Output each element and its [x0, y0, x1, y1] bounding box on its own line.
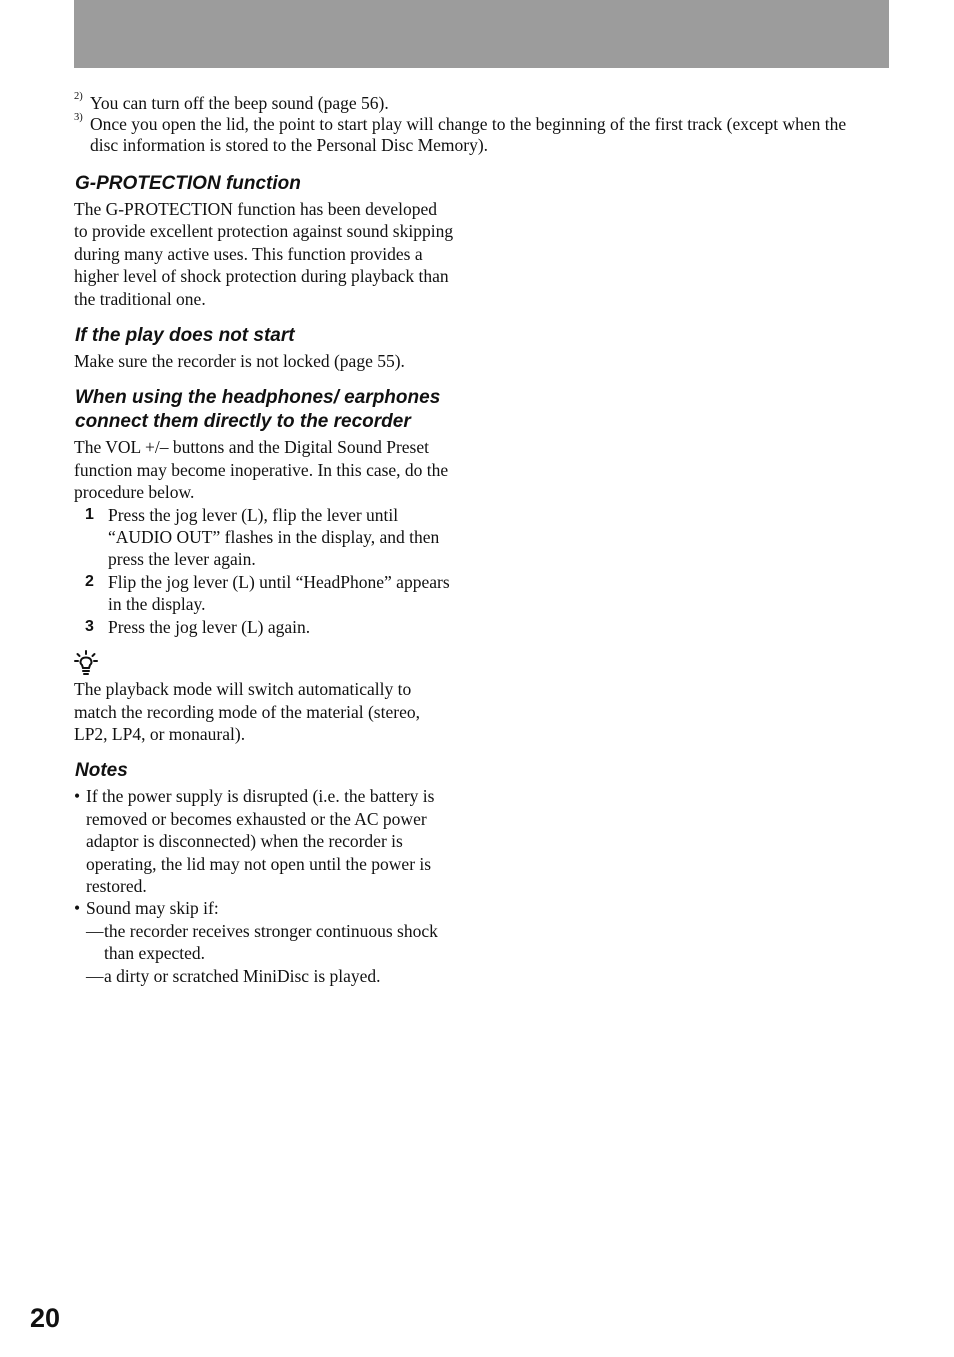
step-item: [74, 616, 454, 638]
list-item: [74, 897, 454, 987]
footnotes: [74, 93, 874, 156]
footnote-3: [74, 114, 874, 156]
page-number: 20: [30, 1303, 61, 1333]
dash-mark: —: [86, 965, 104, 986]
sub-note-text: a dirty or scratched MiniDisc is played.: [104, 965, 381, 986]
list-item: [86, 965, 454, 987]
step-item: [74, 504, 454, 571]
footnote-mark: 2): [74, 91, 83, 102]
step-item: [74, 571, 454, 616]
footnote-2: [74, 93, 874, 114]
section-body: The VOL +/– buttons and the Digital Sound Preset function may become inoperative. In this case, do the procedure below.: [74, 437, 449, 503]
notes-list: [74, 785, 454, 987]
dash-mark: —: [86, 920, 104, 941]
section-heading: G-PROTECTION function: [75, 173, 301, 194]
footnote-text: You can turn off the beep sound (page 56).: [90, 93, 389, 113]
footnote-text: Once you open the lid, the point to start play will change to the beginning of the first track (except when the disc information is stored to the Personal Disc Memory).: [90, 114, 847, 155]
tip-body: The playback mode will switch automatically to match the recording mode of the material (stereo, LP2, LP4, or monaural).: [74, 679, 420, 744]
section-notes: [74, 759, 454, 987]
step-text: Press the jog lever (L), flip the lever until “AUDIO OUT” flashes in the display, and then press the lever again.: [108, 504, 440, 570]
lightbulb-icon: [74, 650, 98, 676]
section-tip: [74, 650, 454, 745]
step-number: 1: [85, 505, 94, 523]
section-heading: Notes: [75, 760, 128, 782]
step-number: 2: [85, 572, 94, 590]
procedure-steps: [74, 504, 454, 638]
bullet-mark: •: [74, 786, 81, 807]
main-column: [74, 172, 454, 1001]
step-text: Flip the jog lever (L) until “HeadPhone” appears in the display.: [108, 571, 450, 615]
step-text: Press the jog lever (L) again.: [108, 616, 311, 637]
note-text: Sound may skip if:: [86, 898, 219, 919]
section-body: The G-PROTECTION function has been developed to provide excellent protection against sound skipping during many active uses. This function provides a higher level of shock protection during playback than the traditional one.: [74, 199, 454, 309]
section-play-not-start: [74, 324, 454, 372]
section-headphones: [74, 386, 454, 638]
step-number: 3: [85, 617, 94, 635]
section-g-protection: [74, 172, 454, 310]
sub-note-text: the recorder receives stronger continuous shock than expected.: [104, 920, 438, 964]
bullet-mark: •: [74, 898, 81, 919]
section-body: Make sure the recorder is not locked (page 55).: [74, 351, 405, 372]
list-item: [74, 785, 454, 897]
list-item: [86, 920, 454, 965]
sub-list: [86, 920, 454, 987]
note-text: If the power supply is disrupted (i.e. the battery is removed or becomes exhausted or the AC power adaptor is disconnected) when the recorder is operating, the lid may not open until the power is restored.: [86, 786, 435, 896]
footnote-mark: 3): [74, 112, 83, 123]
section-heading: If the play does not start: [75, 325, 295, 347]
header-bar: [74, 0, 889, 68]
section-heading: When using the headphones/ earphones connect them directly to the recorder: [75, 387, 441, 433]
